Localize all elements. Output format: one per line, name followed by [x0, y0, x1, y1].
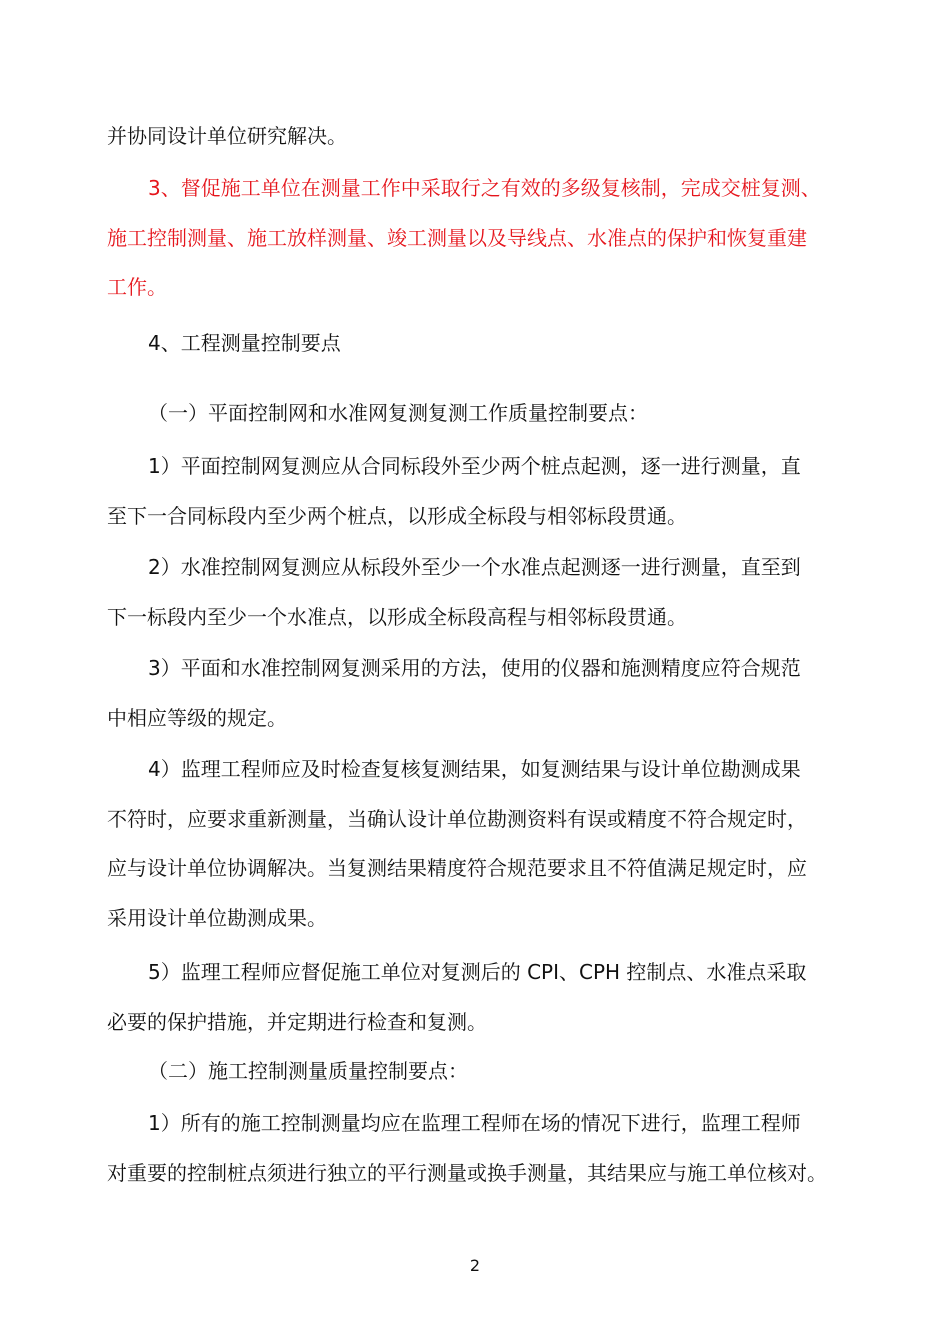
highlighted-line-1: 3、督促施工单位在测量工作中采取行之有效的多级复核制，完成交桩复测、 — [148, 176, 821, 200]
section-heading: 4、工程测量控制要点 — [148, 331, 341, 355]
item-4-line-2: 不符时，应要求重新测量，当确认设计单位勘测资料有误或精度不符合规定时， — [107, 807, 807, 831]
item-1-line-2: 至下一合同标段内至少两个桩点，以形成全标段与相邻标段贯通。 — [107, 504, 687, 528]
item-3-line-2: 中相应等级的规定。 — [107, 706, 287, 730]
item-4-line-3: 应与设计单位协调解决。当复测结果精度符合规范要求且不符值满足规定时，应 — [107, 856, 807, 880]
item-2-line-1: 2）水准控制网复测应从标段外至少一个水准点起测逐一进行测量，直至到 — [148, 555, 801, 579]
subsection-heading-2: （二）施工控制测量质量控制要点： — [148, 1059, 468, 1083]
page-number: 2 — [469, 1256, 481, 1275]
item-6-line-2: 对重要的控制桩点须进行独立的平行测量或换手测量，其结果应与施工单位核对。 — [107, 1161, 827, 1185]
item-3-line-1: 3）平面和水准控制网复测采用的方法，使用的仪器和施测精度应符合规范 — [148, 656, 801, 680]
item-1-line-1: 1）平面控制网复测应从合同标段外至少两个桩点起测，逐一进行测量，直 — [148, 454, 801, 478]
item-5-line-1: 5）监理工程师应督促施工单位对复测后的 CPI、CPH 控制点、水准点采取 — [148, 960, 807, 984]
item-4-line-1: 4）监理工程师应及时检查复核复测结果，如复测结果与设计单位勘测成果 — [148, 757, 801, 781]
highlighted-line-3: 工作。 — [107, 275, 167, 299]
item-6-line-1: 1）所有的施工控制测量均应在监理工程师在场的情况下进行，监理工程师 — [148, 1111, 801, 1135]
item-4-line-4: 采用设计单位勘测成果。 — [107, 906, 327, 930]
item-2-line-2: 下一标段内至少一个水准点，以形成全标段高程与相邻标段贯通。 — [107, 605, 687, 629]
highlighted-line-2: 施工控制测量、施工放样测量、竣工测量以及导线点、水准点的保护和恢复重建 — [107, 226, 807, 250]
subsection-heading-1: （一）平面控制网和水准网复测复测工作质量控制要点： — [148, 401, 648, 425]
text-line-1: 并协同设计单位研究解决。 — [107, 124, 347, 148]
item-5-line-2: 必要的保护措施，并定期进行检查和复测。 — [107, 1010, 487, 1034]
